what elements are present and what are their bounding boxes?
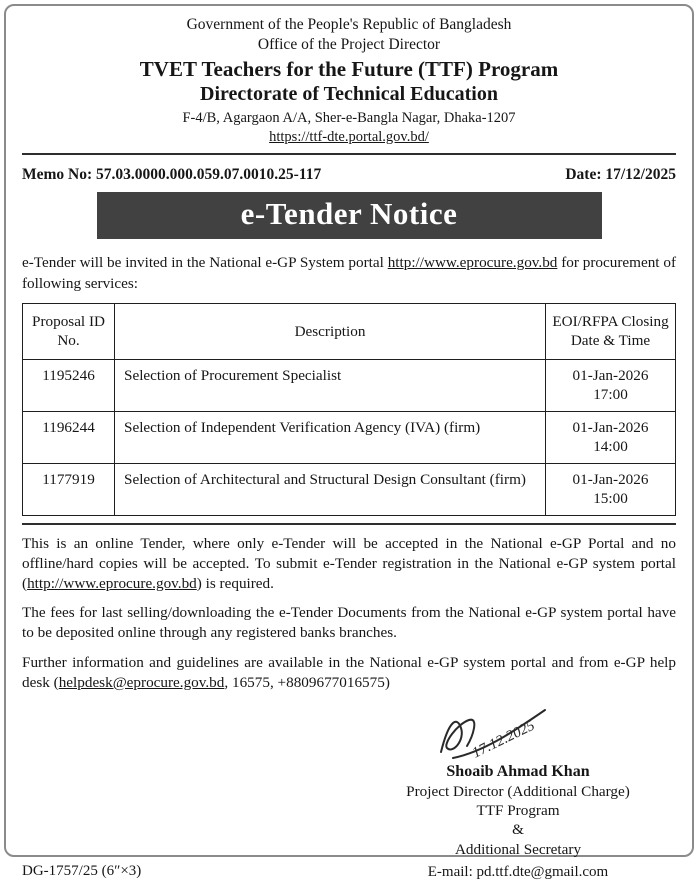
para1-text-after: ) is required.	[196, 574, 274, 592]
description-cell: Selection of Independent Verification Agency (IVA) (firm)	[115, 411, 546, 463]
office-line: Office of the Project Director	[257, 35, 441, 53]
signature-block	[368, 702, 668, 859]
intro-text-after: for procurement of following services:	[22, 254, 676, 292]
directorate-title: Directorate of Technical Education	[200, 83, 498, 106]
description-cell: Selection of Procurement Specialist	[115, 359, 546, 411]
para3-text-after: , 16575, +8809677016575)	[224, 673, 390, 691]
helpdesk-email-link[interactable]: helpdesk@eprocure.gov.bd	[58, 673, 225, 691]
signatory-title-1: Project Director (Additional Charge)	[406, 783, 630, 801]
proposal-id-cell: 1196244	[23, 411, 115, 463]
footer-row	[22, 863, 676, 881]
table-header-row	[23, 303, 676, 359]
closing-cell	[546, 411, 676, 463]
column-header-proposal-id: Proposal ID No.	[23, 303, 115, 359]
table-row	[23, 359, 676, 411]
table-divider	[22, 523, 676, 525]
column-header-closing: EOI/RFPA Closing Date & Time	[546, 303, 676, 359]
address-line: F-4/B, Agargaon A/A, Sher-e-Bangla Nagar, Dhaka-1207	[182, 109, 516, 126]
closing-time: 15:00	[593, 490, 628, 508]
document-page	[4, 4, 694, 880]
online-tender-paragraph	[22, 534, 676, 595]
eprocure-link-2[interactable]: http://www.eprocure.gov.bd	[27, 574, 197, 592]
website-link[interactable]: https://ttf-dte.portal.gov.bd/	[269, 128, 429, 145]
column-header-description: Description	[115, 303, 546, 359]
closing-date: 01-Jan-2026	[572, 366, 649, 384]
signatory-title-2: TTF Program	[476, 802, 560, 820]
signature-graphic	[423, 702, 613, 766]
closing-time: 14:00	[593, 438, 628, 456]
description-cell: Selection of Architectural and Structural Design Consultant (firm)	[115, 463, 546, 515]
para1-text-before: This is an online Tender, where only e-Tender will be accepted in the National e-GP Portal and no offline/hard copies will be accepted. To submit e-Tender registration in the National e-GP system portal (	[22, 534, 676, 592]
para3-text-before: Further information and guidelines are available in the National e-GP system portal and from e-GP help desk (	[22, 653, 676, 691]
letterhead	[22, 15, 676, 146]
government-line: Government of the People's Republic of Bangladesh	[186, 16, 512, 33]
closing-date: 01-Jan-2026	[572, 470, 649, 488]
table-row	[23, 411, 676, 463]
eprocure-link[interactable]: http://www.eprocure.gov.bd	[387, 254, 558, 272]
proposal-id-cell: 1177919	[23, 463, 115, 515]
intro-paragraph	[22, 253, 676, 293]
memo-number: Memo No: 57.03.0000.000.059.07.0010.25-117	[22, 166, 322, 184]
notice-title-banner: e-Tender Notice	[97, 192, 602, 239]
memo-date: Date: 17/12/2025	[565, 166, 676, 184]
signatory-name: Shoaib Ahmad Khan	[446, 763, 590, 781]
closing-cell	[546, 463, 676, 515]
print-code: DG-1757/25 (6″×3)	[22, 862, 142, 879]
fees-paragraph: The fees for last selling/downloading the e-Tender Documents from the National e-GP system portal have to be deposited online through any registered banks branches.	[22, 604, 676, 642]
memo-row	[22, 166, 676, 184]
closing-time: 17:00	[593, 386, 628, 404]
signature-date-text: 17.12.2025	[469, 717, 538, 762]
footer-email: E-mail: pd.ttf.dte@gmail.com	[427, 863, 609, 880]
closing-cell	[546, 359, 676, 411]
further-info-paragraph	[22, 653, 676, 693]
tender-table	[22, 303, 676, 516]
proposal-id-cell: 1195246	[23, 359, 115, 411]
intro-text-before: e-Tender will be invited in the National e-GP System portal	[22, 254, 388, 272]
header-divider	[22, 153, 676, 155]
signatory-ampersand: &	[512, 821, 524, 839]
program-title: TVET Teachers for the Future (TTF) Program	[139, 56, 559, 81]
table-row	[23, 463, 676, 515]
closing-date: 01-Jan-2026	[572, 418, 649, 436]
signatory-title-3: Additional Secretary	[454, 840, 582, 858]
